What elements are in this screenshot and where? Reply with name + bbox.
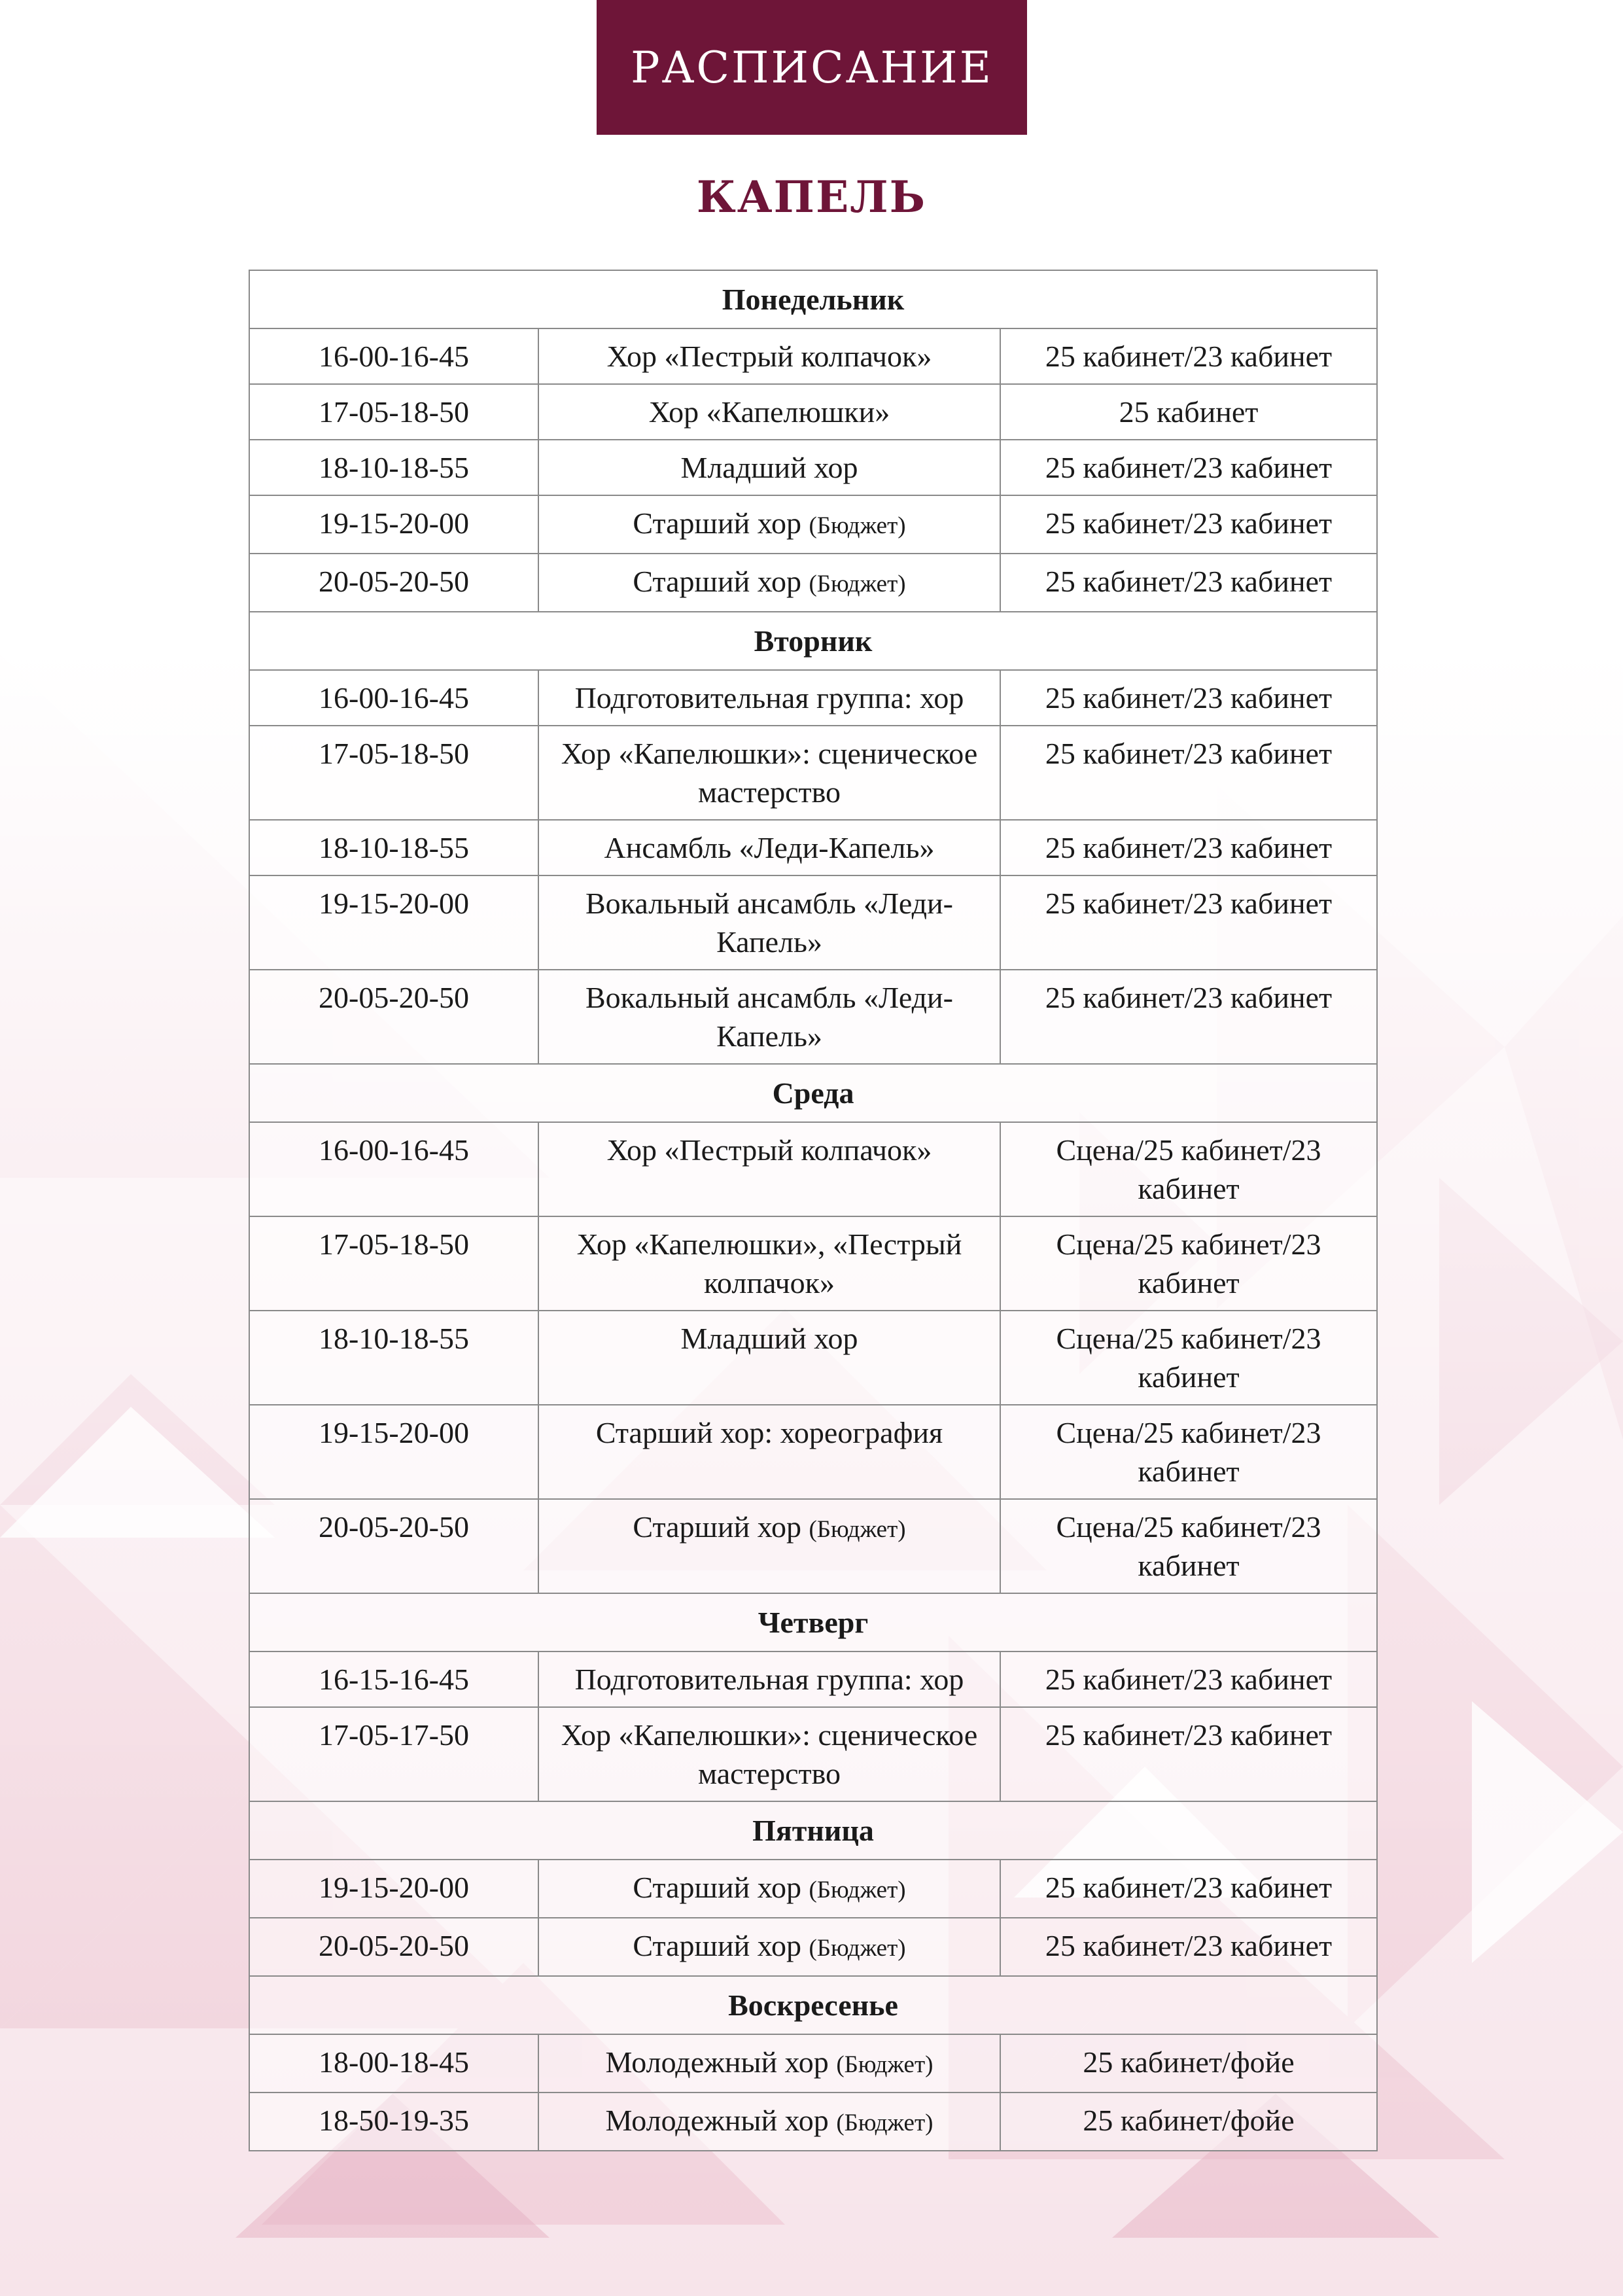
activity-cell [538, 1311, 1000, 1405]
day-heading: Пятница [249, 1801, 1377, 1860]
table-row [249, 1651, 1377, 1707]
activity-text: Хор «Пестрый колпачок» [606, 340, 932, 373]
table-row [249, 1311, 1377, 1405]
time-cell: 18-00-18-45 [249, 2034, 538, 2093]
time-cell: 17-05-18-50 [249, 384, 538, 440]
activity-text: Старший хор: хореография [595, 1416, 943, 1449]
table-row [249, 1122, 1377, 1216]
activity-cell [538, 1499, 1000, 1593]
room-cell: 25 кабинет/23 кабинет [1000, 440, 1377, 495]
funding-note: (Бюджет) [809, 571, 906, 597]
room-cell: Сцена/25 кабинет/23 кабинет [1000, 1499, 1377, 1593]
activity-text: Хор «Капелюшки»: сценическое мастерство [561, 1718, 978, 1790]
room-cell: 25 кабинет [1000, 384, 1377, 440]
activity-cell [538, 440, 1000, 495]
time-cell: 18-50-19-35 [249, 2093, 538, 2151]
table-row [249, 1860, 1377, 1918]
table-row [249, 495, 1377, 554]
table-row [249, 970, 1377, 1064]
activity-cell [538, 328, 1000, 384]
room-cell: Сцена/25 кабинет/23 кабинет [1000, 1122, 1377, 1216]
time-cell: 20-05-20-50 [249, 1499, 538, 1593]
room-cell: 25 кабинет/23 кабинет [1000, 1651, 1377, 1707]
table-row [249, 1707, 1377, 1801]
day-header-row [249, 1976, 1377, 2034]
time-cell: 17-05-18-50 [249, 1216, 538, 1311]
activity-cell [538, 554, 1000, 612]
activity-text: Вокальный ансамбль «Леди-Капель» [585, 887, 953, 959]
room-cell: 25 кабинет/23 кабинет [1000, 820, 1377, 875]
time-cell: 16-15-16-45 [249, 1651, 538, 1707]
time-cell: 19-15-20-00 [249, 875, 538, 970]
activity-text: Младший хор [680, 1322, 858, 1355]
activity-cell [538, 970, 1000, 1064]
table-row [249, 726, 1377, 820]
activity-cell [538, 1918, 1000, 1976]
room-cell: 25 кабинет/23 кабинет [1000, 875, 1377, 970]
table-row [249, 328, 1377, 384]
activity-text: Младший хор [680, 451, 858, 484]
activity-cell [538, 670, 1000, 726]
room-cell: 25 кабинет/фойе [1000, 2034, 1377, 2093]
time-cell: 18-10-18-55 [249, 1311, 538, 1405]
activity-text: Старший хор [633, 1871, 801, 1904]
activity-text: Ансамбль «Леди-Капель» [604, 831, 935, 864]
activity-text: Молодежный хор [605, 2104, 829, 2137]
activity-text: Хор «Капелюшки»: сценическое мастерство [561, 737, 978, 809]
funding-note: (Бюджет) [809, 1935, 906, 1962]
day-heading: Воскресенье [249, 1976, 1377, 2034]
time-cell: 16-00-16-45 [249, 328, 538, 384]
room-cell: Сцена/25 кабинет/23 кабинет [1000, 1216, 1377, 1311]
day-heading: Вторник [249, 612, 1377, 670]
day-heading: Понедельник [249, 270, 1377, 328]
activity-text: Подготовительная группа: хор [574, 1663, 964, 1696]
table-row [249, 670, 1377, 726]
activity-cell [538, 2093, 1000, 2151]
day-heading: Среда [249, 1064, 1377, 1122]
time-cell: 18-10-18-55 [249, 440, 538, 495]
funding-note: (Бюджет) [836, 2110, 934, 2136]
room-cell: 25 кабинет/23 кабинет [1000, 1707, 1377, 1801]
table-row [249, 1405, 1377, 1499]
funding-note: (Бюджет) [809, 1877, 906, 1903]
time-cell: 19-15-20-00 [249, 1405, 538, 1499]
time-cell: 16-00-16-45 [249, 1122, 538, 1216]
table-row [249, 820, 1377, 875]
activity-cell [538, 1122, 1000, 1216]
schedule-body [249, 270, 1377, 2151]
activity-cell [538, 1216, 1000, 1311]
table-row [249, 554, 1377, 612]
room-cell: Сцена/25 кабинет/23 кабинет [1000, 1405, 1377, 1499]
activity-text: Хор «Пестрый колпачок» [606, 1133, 932, 1167]
activity-cell [538, 2034, 1000, 2093]
room-cell: 25 кабинет/23 кабинет [1000, 970, 1377, 1064]
time-cell: 19-15-20-00 [249, 495, 538, 554]
activity-text: Старший хор [633, 1929, 801, 1962]
funding-note: (Бюджет) [809, 1516, 906, 1543]
table-row [249, 1216, 1377, 1311]
activity-text: Старший хор [633, 565, 801, 598]
activity-cell [538, 1405, 1000, 1499]
room-cell: 25 кабинет/23 кабинет [1000, 1918, 1377, 1976]
table-row [249, 384, 1377, 440]
group-title: КАПЕЛЬ [696, 171, 927, 222]
activity-cell [538, 384, 1000, 440]
activity-cell [538, 820, 1000, 875]
table-row [249, 1499, 1377, 1593]
time-cell: 20-05-20-50 [249, 970, 538, 1064]
day-header-row [249, 612, 1377, 670]
activity-text: Старший хор [633, 506, 801, 540]
schedule-table [249, 270, 1378, 2151]
room-cell: 25 кабинет/23 кабинет [1000, 726, 1377, 820]
room-cell: 25 кабинет/23 кабинет [1000, 670, 1377, 726]
room-cell: 25 кабинет/23 кабинет [1000, 554, 1377, 612]
time-cell: 17-05-18-50 [249, 726, 538, 820]
activity-text: Старший хор [633, 1510, 801, 1544]
page-title: РАСПИСАНИЕ [631, 42, 993, 93]
time-cell: 17-05-17-50 [249, 1707, 538, 1801]
room-cell: 25 кабинет/23 кабинет [1000, 328, 1377, 384]
day-header-row [249, 1593, 1377, 1651]
activity-text: Хор «Капелюшки» [648, 395, 890, 429]
activity-cell [538, 1860, 1000, 1918]
funding-note: (Бюджет) [809, 512, 906, 539]
room-cell: 25 кабинет/23 кабинет [1000, 495, 1377, 554]
title-banner [597, 0, 1027, 135]
room-cell: 25 кабинет/23 кабинет [1000, 1860, 1377, 1918]
day-header-row [249, 1801, 1377, 1860]
activity-cell [538, 726, 1000, 820]
activity-text: Вокальный ансамбль «Леди-Капель» [585, 981, 953, 1053]
time-cell: 16-00-16-45 [249, 670, 538, 726]
table-row [249, 440, 1377, 495]
funding-note: (Бюджет) [836, 2051, 934, 2078]
activity-text: Хор «Капелюшки», «Пестрый колпачок» [576, 1227, 962, 1299]
time-cell: 19-15-20-00 [249, 1860, 538, 1918]
table-row [249, 875, 1377, 970]
day-header-row [249, 270, 1377, 328]
day-heading: Четверг [249, 1593, 1377, 1651]
time-cell: 20-05-20-50 [249, 1918, 538, 1976]
day-header-row [249, 1064, 1377, 1122]
activity-cell [538, 495, 1000, 554]
table-row [249, 2034, 1377, 2093]
room-cell: Сцена/25 кабинет/23 кабинет [1000, 1311, 1377, 1405]
room-cell: 25 кабинет/фойе [1000, 2093, 1377, 2151]
table-row [249, 2093, 1377, 2151]
activity-cell [538, 1651, 1000, 1707]
time-cell: 20-05-20-50 [249, 554, 538, 612]
table-row [249, 1918, 1377, 1976]
time-cell: 18-10-18-55 [249, 820, 538, 875]
activity-text: Молодежный хор [605, 2045, 829, 2079]
activity-cell [538, 1707, 1000, 1801]
activity-cell [538, 875, 1000, 970]
activity-text: Подготовительная группа: хор [574, 681, 964, 715]
